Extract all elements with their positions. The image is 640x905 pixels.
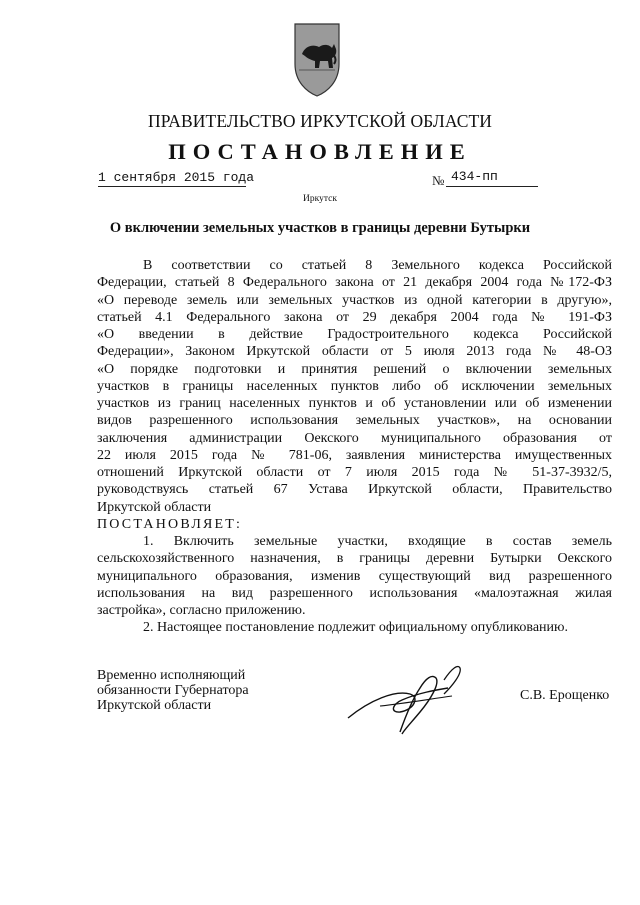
body-line: «О введении в действие Градостроительного кодекса Российской [97,327,612,342]
body-line: статьей 4.1 Федерального закона от 29 декабря 2004 года № 191-ФЗ [97,309,612,325]
document-title: О включении земельных участков в границы деревни Бутырки [109,220,531,236]
item-line: застройка», согласно приложению. [97,603,306,618]
item-line: 2. Настоящее постановление подлежит официальному опубликованию. [143,620,568,636]
body-line: «О порядке подготовки и принятия решений о включении земельных [97,361,612,377]
item-line: использования на вид разрешенного использования «малоэтажная жилая [97,585,612,601]
body-line: Федерации, статьей 8 Федерального закона от 21 декабря 2004 года №172-ФЗ [97,275,612,291]
body-line: «О переводе земель или земельных участков из одной категории в другую», [97,292,612,308]
number-underline [446,186,538,187]
body-line: Иркутской области [97,499,212,515]
document-body [97,257,612,637]
signatory-name: С.В. Ерощенко [520,688,610,703]
number-sign: № [432,173,445,188]
item-line: 1. Включить земельные участки, входящие в состав земель [143,534,612,549]
document-type: ПОСТАНОВЛЕНИЕ [168,139,472,164]
body-line: видов разрешенного использования земельных участков», на основании [97,413,612,429]
body-line: Федерации», Законом Иркутской области от 5 июля 2013 года № 48-ОЗ [97,344,612,360]
signatory-position [97,668,249,713]
body-line: участков в границы населенных пунктов либо об исключении земельных [97,378,612,394]
coat-of-arms-icon [287,20,347,98]
decree-date: 1 сентября 2015 года [98,170,255,185]
resolves-heading: ПОСТАНОВЛЯЕТ: [97,516,243,532]
item-line: сельскохозяйственного назначения, в границы деревни Бутырки Оекского [97,551,612,567]
government-name: ПРАВИТЕЛЬСТВО ИРКУТСКОЙ ОБЛАСТИ [147,111,493,131]
position-line: обязанности Губернатора [97,683,249,698]
city: Иркутск [303,194,337,204]
position-line: Временно исполняющий [97,668,246,683]
decree-number: 434-пп [451,169,498,184]
body-line: участков из границ населенных пунктов и об установлении или об изменении [97,396,612,411]
body-line: В соответствии со статьей 8 Земельного кодекса Российской [143,258,612,273]
handwritten-signature [340,660,490,735]
body-line: заключения администрации Оекского муниципального образования от [97,430,612,446]
position-line: Иркутской области [97,698,212,713]
body-line: отношений Иркутской области от 7 июля 2015 года № 51-37-3932/5, [97,465,612,480]
body-line: 22 июля 2015 года № 781-06, заявления министерства имущественных [97,447,612,463]
body-line: руководствуясь статьей 67 Устава Иркутской области, Правительство [97,482,612,498]
date-underline [98,186,246,187]
item-line: муниципального образования, изменив существующий вид разрешенного [97,568,612,584]
